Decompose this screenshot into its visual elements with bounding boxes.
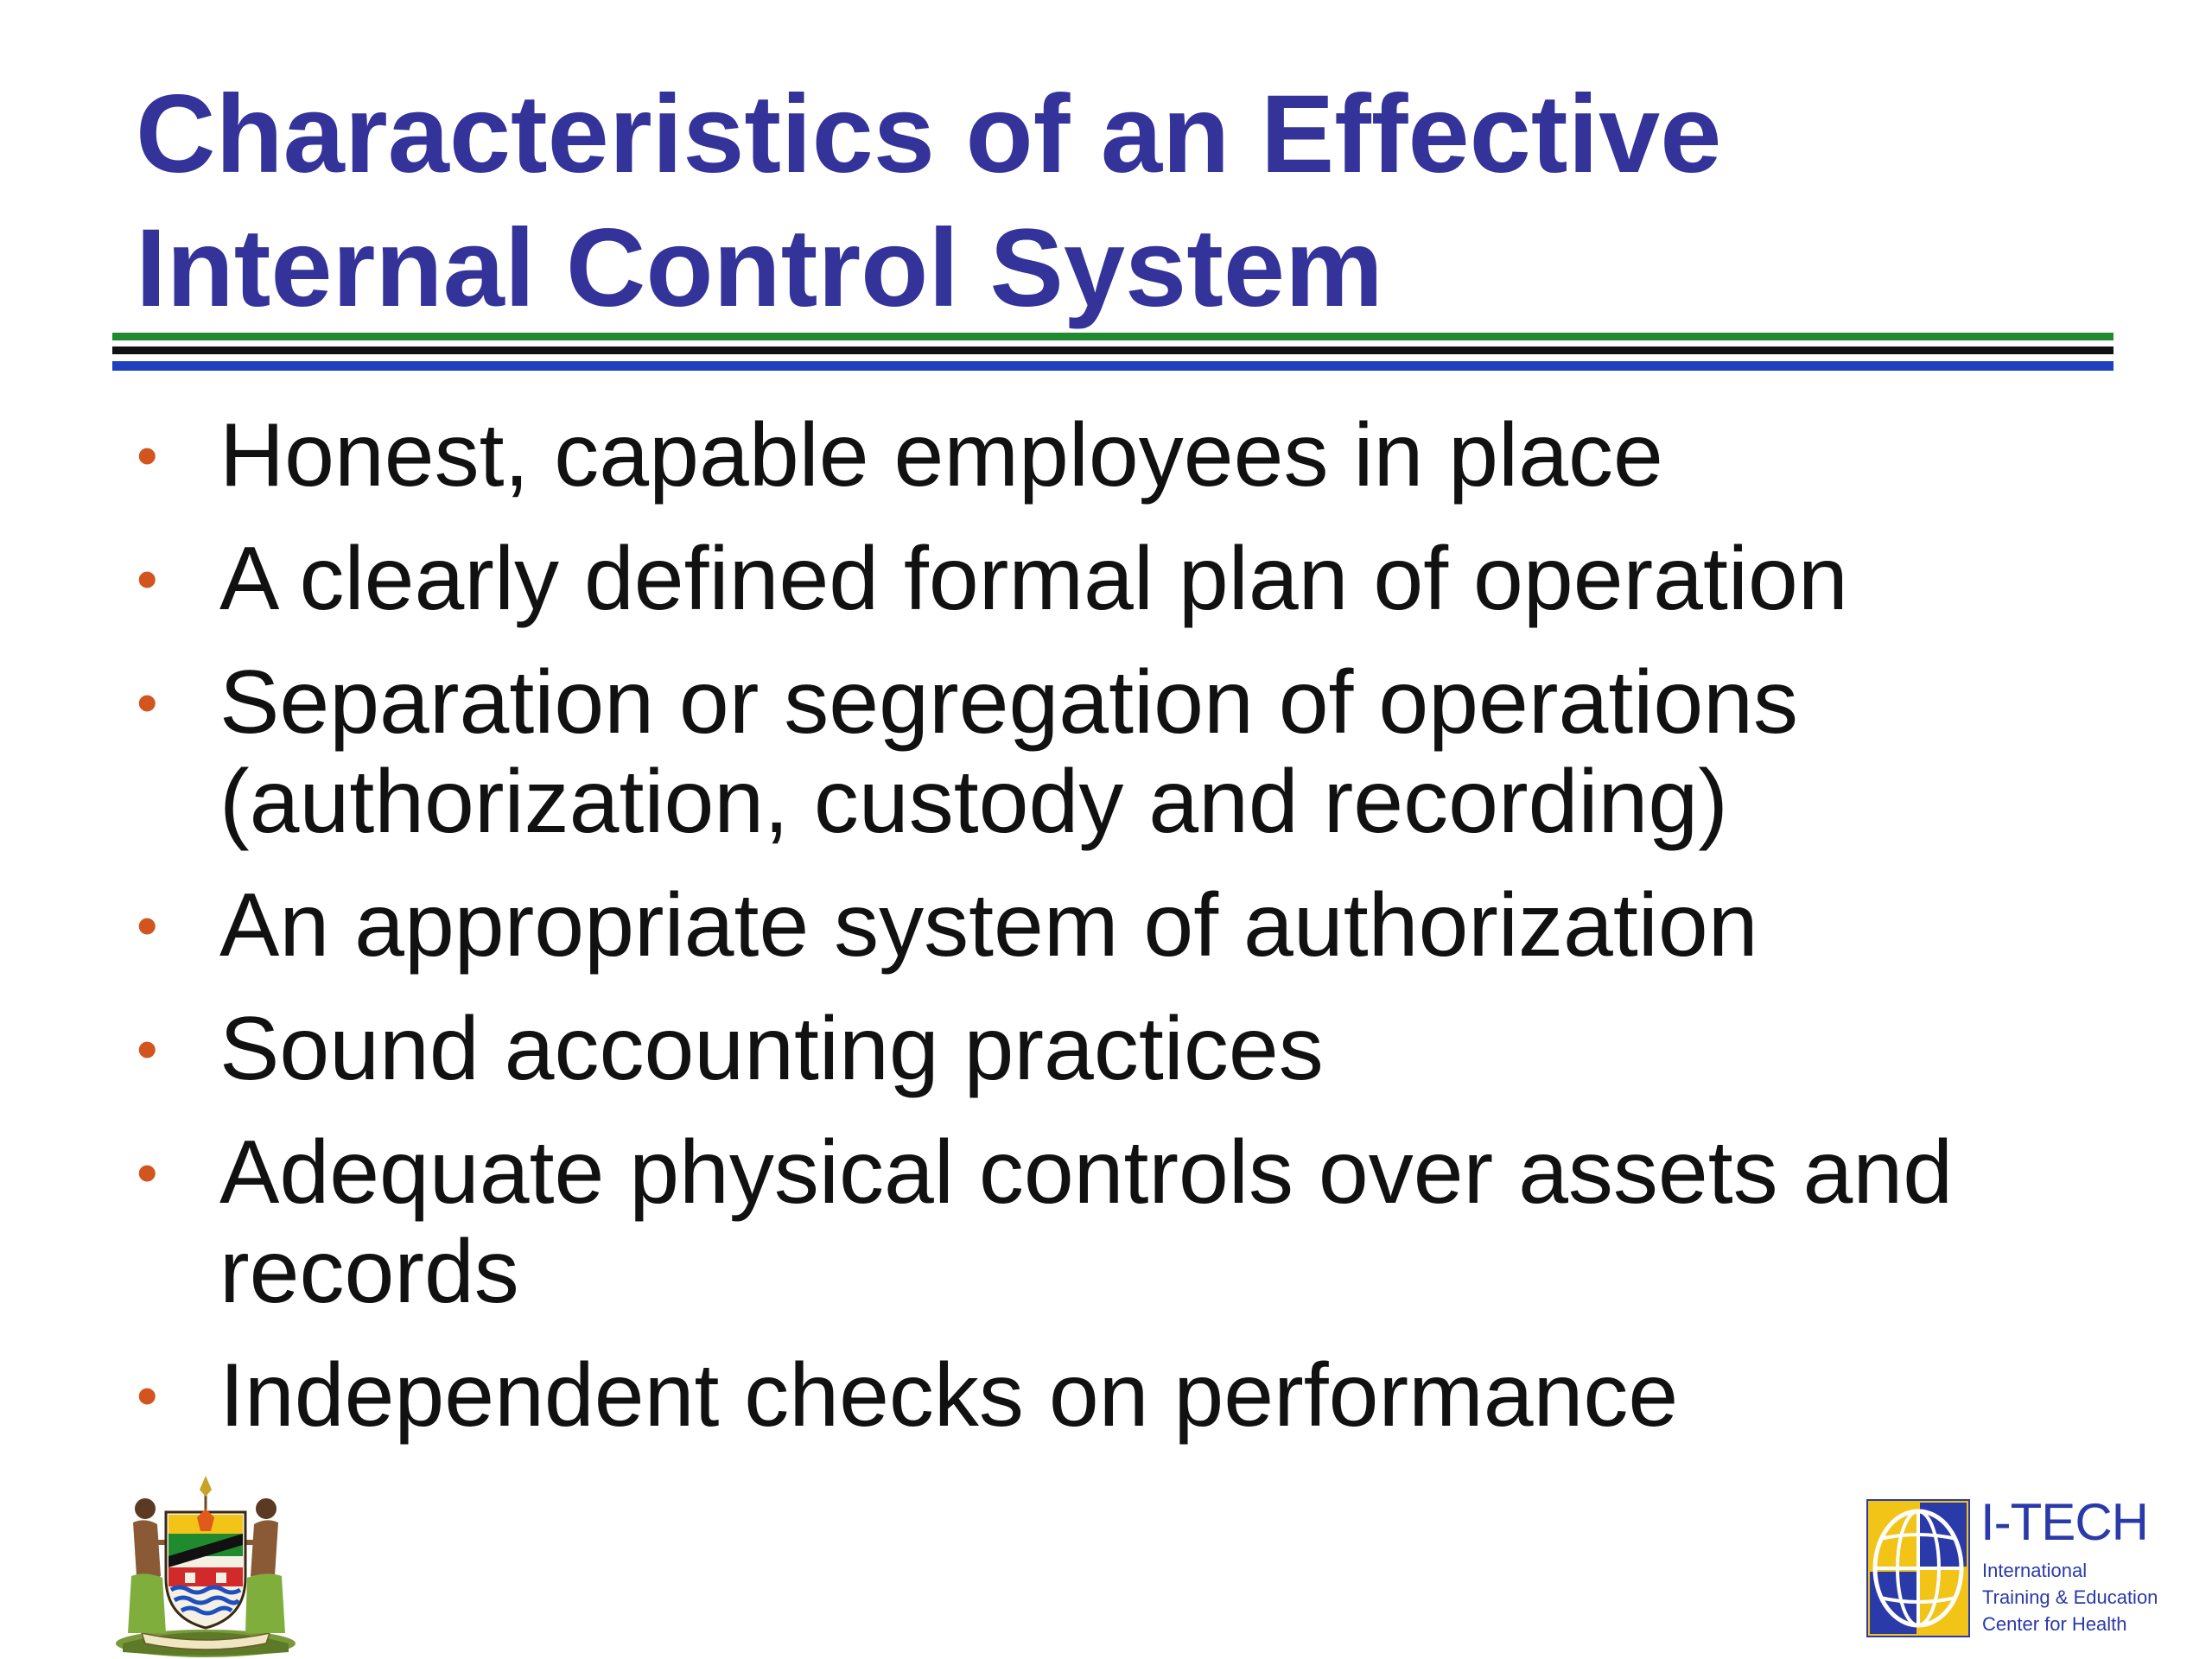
bullet-text bbox=[219, 530, 2212, 629]
bullet-dot-icon: • bbox=[137, 1139, 158, 1206]
bullet-text-line: Adequate physical controls over assets and bbox=[219, 1122, 1954, 1223]
bullet-item bbox=[0, 406, 2212, 505]
bullet-text-line: An appropriate system of authorization bbox=[219, 875, 1758, 976]
bullet-item bbox=[0, 1123, 2212, 1322]
bullet-text bbox=[219, 653, 2212, 852]
bullet-text-line: Separation or segregation of operations bbox=[219, 652, 1799, 753]
bullet-text bbox=[219, 1123, 2212, 1322]
bullet-item bbox=[0, 1346, 2212, 1446]
itech-logo-subtitle: International bbox=[1982, 1560, 2088, 1581]
bullet-item bbox=[0, 876, 2212, 976]
bullet-dot-icon: • bbox=[137, 1362, 158, 1429]
bullet-text-line: A clearly defined formal plan of operation bbox=[219, 529, 1848, 629]
itech-logo-subtitle: Training & Education bbox=[1982, 1586, 2158, 1608]
bullet-item bbox=[0, 1000, 2212, 1099]
bullet-dot-icon: • bbox=[137, 1015, 158, 1083]
slide-title bbox=[136, 67, 2037, 335]
title-rule-blue bbox=[112, 361, 2113, 371]
bullet-text-line: Honest, capable employees in place bbox=[219, 405, 1663, 505]
bullet-item bbox=[0, 530, 2212, 629]
bullet-text-line: records bbox=[219, 1222, 519, 1322]
emblem-figure-right bbox=[242, 1498, 285, 1633]
itech-logo-name: I-TECH bbox=[1980, 1493, 2148, 1551]
coat-of-arms-icon bbox=[111, 1474, 301, 1659]
itech-logo-subtitle: Center for Health bbox=[1982, 1613, 2127, 1635]
title-rule-black bbox=[112, 346, 2113, 354]
bullet-text bbox=[219, 1000, 2212, 1099]
bullet-list bbox=[0, 406, 2212, 1470]
bullet-dot-icon: • bbox=[137, 545, 158, 613]
bullet-text bbox=[219, 406, 2212, 505]
slide-title-line: Characteristics of an Effective bbox=[136, 73, 1722, 196]
title-rule-green bbox=[112, 333, 2113, 340]
bullet-dot-icon: • bbox=[137, 669, 158, 736]
globe-grid-icon bbox=[1866, 1499, 1970, 1637]
emblem-figure-left bbox=[128, 1498, 169, 1633]
bullet-text bbox=[219, 876, 2212, 976]
bullet-dot-icon: • bbox=[137, 422, 158, 489]
bullet-text bbox=[219, 1346, 2212, 1446]
bullet-text-line: Independent checks on performance bbox=[219, 1345, 1679, 1446]
itech-logo bbox=[1866, 1493, 2158, 1646]
bullet-text-line: (authorization, custody and recording) bbox=[219, 752, 1728, 852]
slide-title-line: Internal Control System bbox=[136, 207, 1383, 330]
emblem-shield bbox=[166, 1509, 245, 1628]
bullet-text-line: Sound accounting practices bbox=[219, 999, 1324, 1099]
bullet-dot-icon: • bbox=[137, 892, 158, 959]
bullet-item bbox=[0, 653, 2212, 852]
emblem-spear-tip bbox=[200, 1476, 212, 1497]
